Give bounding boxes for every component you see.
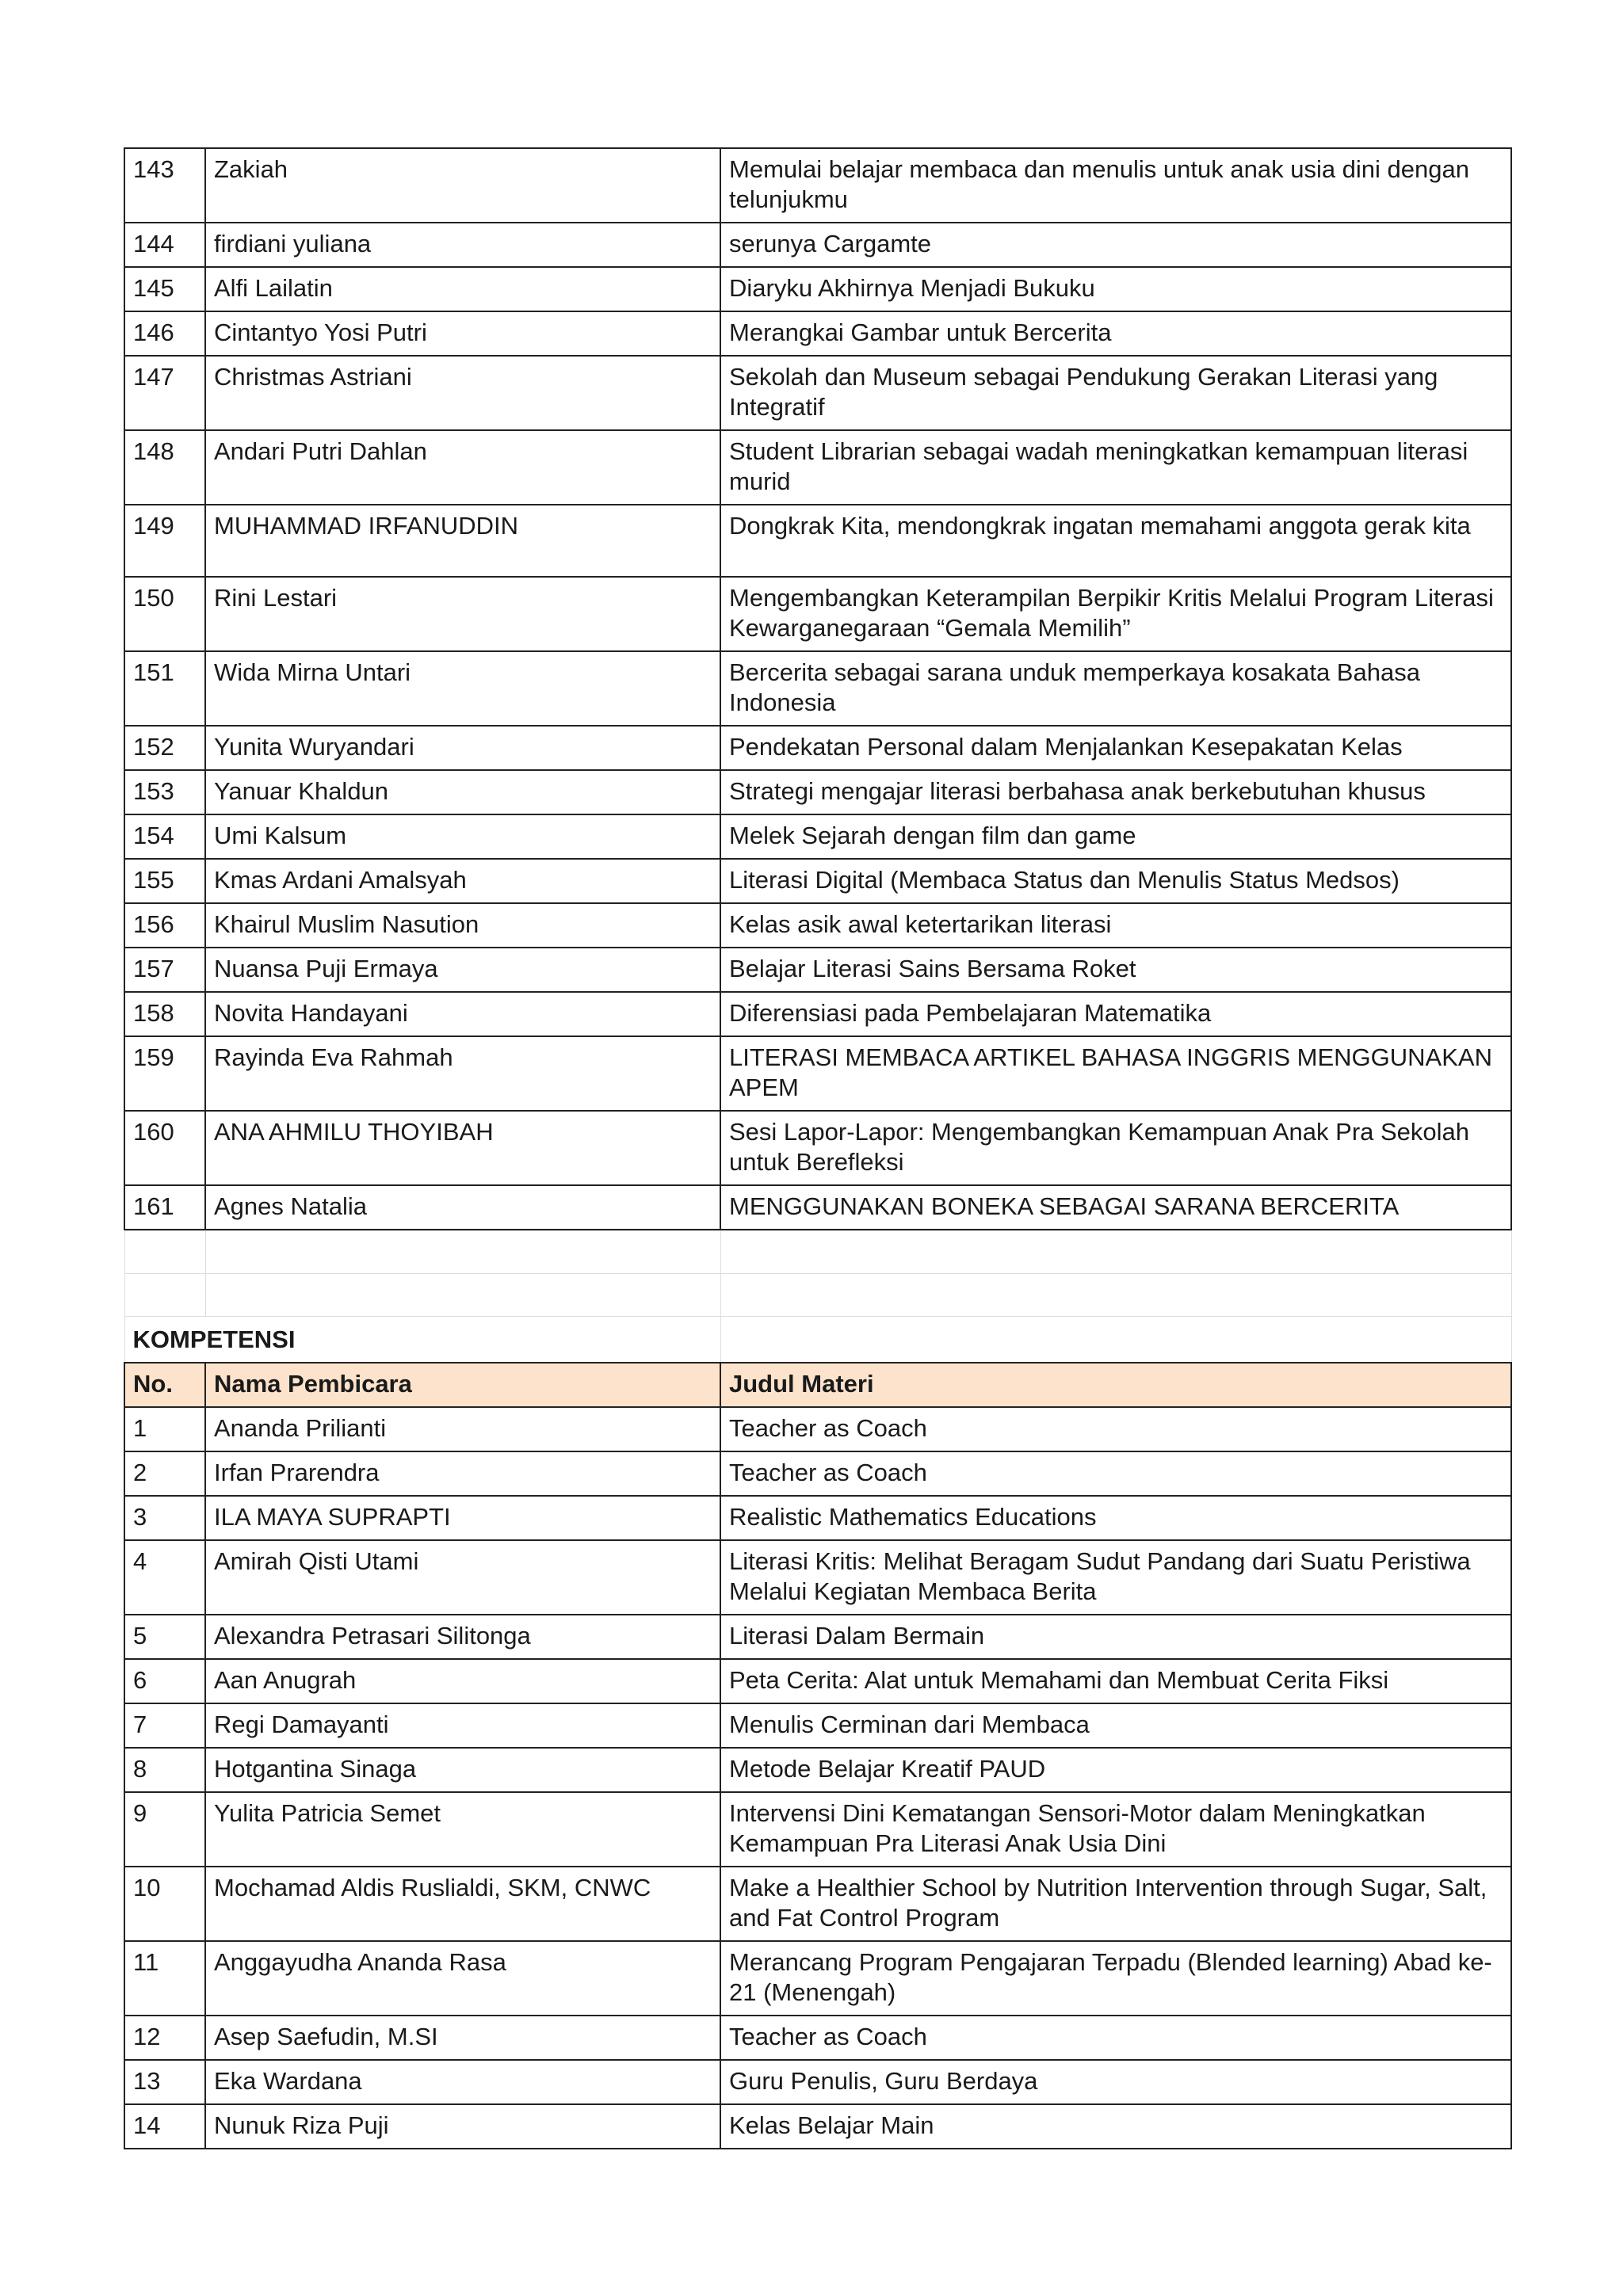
section-title: KOMPETENSI bbox=[124, 1317, 720, 1363]
cell-material-title: Student Librarian sebagai wadah meningkatkan kemampuan literasi murid bbox=[720, 430, 1511, 505]
cell-material-title: Kelas asik awal ketertarikan literasi bbox=[720, 903, 1511, 948]
cell-no: 1 bbox=[124, 1407, 205, 1451]
cell-material-title: Menulis Cerminan dari Membaca bbox=[720, 1703, 1511, 1748]
cell-speaker-name: Nunuk Riza Puji bbox=[205, 2104, 720, 2149]
cell-material-title: Memulai belajar membaca dan menulis untuk anak usia dini dengan telunjukmu bbox=[720, 148, 1511, 223]
cell-no: 6 bbox=[124, 1659, 205, 1703]
table-row bbox=[124, 1185, 1511, 1230]
cell-no: 14 bbox=[124, 2104, 205, 2149]
cell-material-title: LITERASI MEMBACA ARTIKEL BAHASA INGGRIS MENGGUNAKAN APEM bbox=[720, 1036, 1511, 1111]
cell-no: 145 bbox=[124, 267, 205, 311]
cell-no: 5 bbox=[124, 1615, 205, 1659]
cell-material-title: Belajar Literasi Sains Bersama Roket bbox=[720, 948, 1511, 992]
cell-material-title: serunya Cargamte bbox=[720, 223, 1511, 267]
cell-no: 150 bbox=[124, 577, 205, 651]
cell-no: 161 bbox=[124, 1185, 205, 1230]
cell-speaker-name: Andari Putri Dahlan bbox=[205, 430, 720, 505]
cell-material-title: Pendekatan Personal dalam Menjalankan Kesepakatan Kelas bbox=[720, 726, 1511, 770]
cell-speaker-name: Rini Lestari bbox=[205, 577, 720, 651]
cell-material-title: Metode Belajar Kreatif PAUD bbox=[720, 1748, 1511, 1792]
cell-speaker-name: Ananda Prilianti bbox=[205, 1407, 720, 1451]
cell-speaker-name: Regi Damayanti bbox=[205, 1703, 720, 1748]
cell-speaker-name: Asep Saefudin, M.SI bbox=[205, 2016, 720, 2060]
table-row bbox=[124, 814, 1511, 859]
cell-no: 158 bbox=[124, 992, 205, 1036]
cell-speaker-name: firdiani yuliana bbox=[205, 223, 720, 267]
cell-speaker-name: Novita Handayani bbox=[205, 992, 720, 1036]
table-row bbox=[124, 726, 1511, 770]
table-row bbox=[124, 1941, 1511, 2016]
cell-material-title: Intervensi Dini Kematangan Sensori-Motor dalam Meningkatkan Kemampuan Pra Literasi Anak Usia Dini bbox=[720, 1792, 1511, 1867]
cell-speaker-name: Yulita Patricia Semet bbox=[205, 1792, 720, 1867]
cell-no: 146 bbox=[124, 311, 205, 356]
cell-no: 7 bbox=[124, 1703, 205, 1748]
cell-speaker-name: ILA MAYA SUPRAPTI bbox=[205, 1496, 720, 1540]
cell-speaker-name: MUHAMMAD IRFANUDDIN bbox=[205, 505, 720, 577]
table-row bbox=[124, 1451, 1511, 1496]
speaker-table-continued bbox=[124, 147, 1512, 1230]
cell-no: 12 bbox=[124, 2016, 205, 2060]
table-row bbox=[124, 577, 1511, 651]
cell-speaker-name: Alfi Lailatin bbox=[205, 267, 720, 311]
cell-speaker-name: Irfan Prarendra bbox=[205, 1451, 720, 1496]
empty-cell bbox=[124, 1231, 205, 1274]
empty-cell bbox=[720, 1274, 1511, 1317]
cell-material-title: Teacher as Coach bbox=[720, 1451, 1511, 1496]
cell-speaker-name: Yanuar Khaldun bbox=[205, 770, 720, 814]
table-row bbox=[124, 770, 1511, 814]
empty-row bbox=[124, 1231, 1511, 1274]
table-row bbox=[124, 1703, 1511, 1748]
cell-speaker-name: Anggayudha Ananda Rasa bbox=[205, 1941, 720, 2016]
kompetensi-table bbox=[124, 1230, 1512, 2149]
cell-no: 143 bbox=[124, 148, 205, 223]
table-row bbox=[124, 1540, 1511, 1615]
empty-cell bbox=[720, 1231, 1511, 1274]
cell-no: 147 bbox=[124, 356, 205, 430]
table-row bbox=[124, 2060, 1511, 2104]
table-row bbox=[124, 1792, 1511, 1867]
cell-material-title: Bercerita sebagai sarana unduk memperkaya kosakata Bahasa Indonesia bbox=[720, 651, 1511, 726]
cell-material-title: Literasi Dalam Bermain bbox=[720, 1615, 1511, 1659]
cell-no: 10 bbox=[124, 1867, 205, 1941]
header-speaker-name: Nama Pembicara bbox=[205, 1363, 720, 1407]
cell-no: 8 bbox=[124, 1748, 205, 1792]
empty-cell bbox=[124, 1274, 205, 1317]
cell-speaker-name: Mochamad Aldis Ruslialdi, SKM, CNWC bbox=[205, 1867, 720, 1941]
table-row bbox=[124, 859, 1511, 903]
cell-material-title: Guru Penulis, Guru Berdaya bbox=[720, 2060, 1511, 2104]
cell-material-title: Diferensiasi pada Pembelajaran Matematika bbox=[720, 992, 1511, 1036]
cell-material-title: Strategi mengajar literasi berbahasa anak berkebutuhan khusus bbox=[720, 770, 1511, 814]
cell-speaker-name: Amirah Qisti Utami bbox=[205, 1540, 720, 1615]
cell-no: 4 bbox=[124, 1540, 205, 1615]
cell-no: 2 bbox=[124, 1451, 205, 1496]
table-row bbox=[124, 992, 1511, 1036]
table-row bbox=[124, 1407, 1511, 1451]
cell-material-title: Teacher as Coach bbox=[720, 2016, 1511, 2060]
cell-material-title: Sekolah dan Museum sebagai Pendukung Gerakan Literasi yang Integratif bbox=[720, 356, 1511, 430]
cell-speaker-name: Nuansa Puji Ermaya bbox=[205, 948, 720, 992]
header-material-title: Judul Materi bbox=[720, 1363, 1511, 1407]
cell-no: 13 bbox=[124, 2060, 205, 2104]
cell-no: 148 bbox=[124, 430, 205, 505]
table-row bbox=[124, 311, 1511, 356]
table-row bbox=[124, 651, 1511, 726]
cell-speaker-name: Agnes Natalia bbox=[205, 1185, 720, 1230]
cell-no: 9 bbox=[124, 1792, 205, 1867]
table-row bbox=[124, 2104, 1511, 2149]
cell-speaker-name: Aan Anugrah bbox=[205, 1659, 720, 1703]
cell-no: 153 bbox=[124, 770, 205, 814]
cell-speaker-name: Alexandra Petrasari Silitonga bbox=[205, 1615, 720, 1659]
cell-no: 152 bbox=[124, 726, 205, 770]
cell-no: 156 bbox=[124, 903, 205, 948]
cell-no: 144 bbox=[124, 223, 205, 267]
cell-speaker-name: Kmas Ardani Amalsyah bbox=[205, 859, 720, 903]
cell-speaker-name: Umi Kalsum bbox=[205, 814, 720, 859]
table-row bbox=[124, 948, 1511, 992]
cell-speaker-name: ANA AHMILU THOYIBAH bbox=[205, 1111, 720, 1185]
empty-cell bbox=[205, 1274, 720, 1317]
cell-material-title: Make a Healthier School by Nutrition Intervention through Sugar, Salt, and Fat Control Program bbox=[720, 1867, 1511, 1941]
table-row bbox=[124, 430, 1511, 505]
cell-speaker-name: Wida Mirna Untari bbox=[205, 651, 720, 726]
table-row bbox=[124, 1111, 1511, 1185]
table-row bbox=[124, 1748, 1511, 1792]
cell-speaker-name: Zakiah bbox=[205, 148, 720, 223]
cell-material-title: Teacher as Coach bbox=[720, 1407, 1511, 1451]
cell-material-title: Dongkrak Kita, mendongkrak ingatan memahami anggota gerak kita bbox=[720, 505, 1511, 577]
cell-speaker-name: Cintantyo Yosi Putri bbox=[205, 311, 720, 356]
table-row bbox=[124, 148, 1511, 223]
cell-no: 155 bbox=[124, 859, 205, 903]
table-row bbox=[124, 1496, 1511, 1540]
cell-no: 11 bbox=[124, 1941, 205, 2016]
cell-no: 159 bbox=[124, 1036, 205, 1111]
cell-speaker-name: Rayinda Eva Rahmah bbox=[205, 1036, 720, 1111]
empty-row bbox=[124, 1274, 1511, 1317]
cell-speaker-name: Yunita Wuryandari bbox=[205, 726, 720, 770]
cell-no: 3 bbox=[124, 1496, 205, 1540]
cell-material-title: Sesi Lapor-Lapor: Mengembangkan Kemampuan Anak Pra Sekolah untuk Berefleksi bbox=[720, 1111, 1511, 1185]
cell-speaker-name: Christmas Astriani bbox=[205, 356, 720, 430]
cell-material-title: Kelas Belajar Main bbox=[720, 2104, 1511, 2149]
cell-material-title: Literasi Digital (Membaca Status dan Menulis Status Medsos) bbox=[720, 859, 1511, 903]
table-row bbox=[124, 267, 1511, 311]
cell-material-title: MENGGUNAKAN BONEKA SEBAGAI SARANA BERCERITA bbox=[720, 1185, 1511, 1230]
cell-no: 151 bbox=[124, 651, 205, 726]
cell-no: 154 bbox=[124, 814, 205, 859]
cell-material-title: Realistic Mathematics Educations bbox=[720, 1496, 1511, 1540]
section-title-row bbox=[124, 1317, 1511, 1363]
cell-material-title: Merancang Program Pengajaran Terpadu (Blended learning) Abad ke-21 (Menengah) bbox=[720, 1941, 1511, 2016]
table-row bbox=[124, 356, 1511, 430]
table-row bbox=[124, 2016, 1511, 2060]
table-row bbox=[124, 1659, 1511, 1703]
table-row bbox=[124, 903, 1511, 948]
table-row bbox=[124, 1867, 1511, 1941]
table-row bbox=[124, 1615, 1511, 1659]
cell-speaker-name: Eka Wardana bbox=[205, 2060, 720, 2104]
cell-material-title: Diaryku Akhirnya Menjadi Bukuku bbox=[720, 267, 1511, 311]
cell-no: 149 bbox=[124, 505, 205, 577]
cell-material-title: Mengembangkan Keterampilan Berpikir Kritis Melalui Program Literasi Kewarganegaraan “Gemala Memilih” bbox=[720, 577, 1511, 651]
table-header-row bbox=[124, 1363, 1511, 1407]
cell-material-title: Peta Cerita: Alat untuk Memahami dan Membuat Cerita Fiksi bbox=[720, 1659, 1511, 1703]
table-row bbox=[124, 505, 1511, 577]
table-row bbox=[124, 223, 1511, 267]
empty-cell bbox=[720, 1317, 1511, 1363]
cell-speaker-name: Hotgantina Sinaga bbox=[205, 1748, 720, 1792]
table-row bbox=[124, 1036, 1511, 1111]
cell-speaker-name: Khairul Muslim Nasution bbox=[205, 903, 720, 948]
spreadsheet-page bbox=[124, 147, 1510, 2149]
header-no: No. bbox=[124, 1363, 205, 1407]
cell-material-title: Melek Sejarah dengan film dan game bbox=[720, 814, 1511, 859]
cell-no: 160 bbox=[124, 1111, 205, 1185]
cell-material-title: Literasi Kritis: Melihat Beragam Sudut Pandang dari Suatu Peristiwa Melalui Kegiatan Membaca Berita bbox=[720, 1540, 1511, 1615]
cell-material-title: Merangkai Gambar untuk Bercerita bbox=[720, 311, 1511, 356]
empty-cell bbox=[205, 1231, 720, 1274]
cell-no: 157 bbox=[124, 948, 205, 992]
